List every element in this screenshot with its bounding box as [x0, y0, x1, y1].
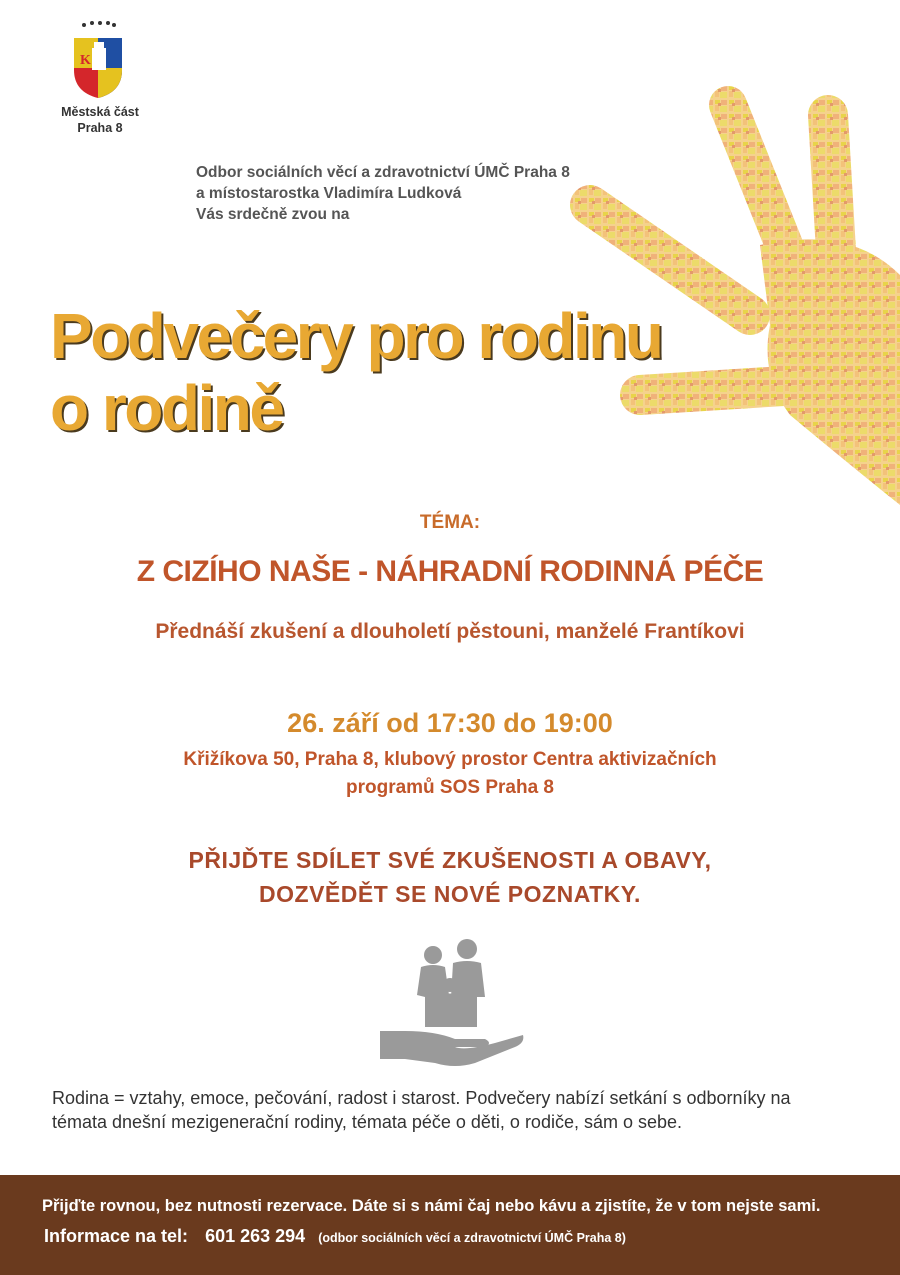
theme-title: Z CIZÍHO NAŠE - NÁHRADNÍ RODINNÁ PÉČE: [136, 555, 764, 588]
theme-label: TÉMA:: [419, 512, 481, 533]
callout-line2: DOZVĚDĚT SE NOVÉ POZNATKY.: [259, 881, 641, 907]
event-title-line2: o rodině: [50, 372, 283, 444]
lecturer-text: Přednáší zkušení a dlouholetí pěstouni, manželé Frantíkovi: [155, 620, 745, 643]
description-line2: témata dnešní mezigenerační rodiny, témata péče o děti, o rodiče, sám o sebe.: [52, 1112, 683, 1132]
event-datetime: 26. září od 17:30 do 19:00: [287, 708, 613, 738]
phone-number[interactable]: 601 263 294: [205, 1226, 306, 1246]
event-title-line1: Podvečery pro rodinu: [50, 300, 662, 372]
description: [52, 1086, 862, 1134]
event-title: [50, 300, 661, 444]
footer-contact: [44, 1226, 626, 1247]
description-line1: Rodina = vztahy, emoce, pečování, radost i starost. Podvečery nabízí setkání s odborníky na: [52, 1088, 791, 1108]
logo-caption: [40, 104, 160, 136]
event-place: [0, 746, 900, 802]
callout-line1: PŘIJĎTE SDÍLET SVÉ ZKUŠENOSTI A OBAVY,: [188, 847, 712, 873]
organizer-text: [196, 162, 570, 225]
event-place-line2: programů SOS Praha 8: [345, 777, 554, 798]
phone-note: (odbor sociálních věcí a zdravotnictví ÚMČ Praha 8): [318, 1231, 626, 1245]
logo-caption-line2: Praha 8: [77, 121, 123, 135]
info-label: Informace na tel:: [44, 1226, 189, 1246]
event-place-line1: Křižíkova 50, Praha 8, klubový prostor Centra aktivizačních: [183, 749, 717, 770]
organizer-line1: Odbor sociálních věcí a zdravotnictví ÚMČ Praha 8: [196, 164, 570, 181]
footer-bar: [0, 1175, 900, 1275]
coat-of-arms-icon: [70, 20, 126, 100]
organizer-line3: Vás srdečně zvou na: [196, 206, 350, 223]
footer-invitation: Přijďte rovnou, bez nutnosti rezervace. Dáte si s námi čaj nebo kávu a zjistíte, že v tom nejste sami.: [42, 1197, 821, 1215]
svg-text:K: K: [80, 53, 91, 68]
organizer-line2: a místostarostka Vladimíra Ludková: [196, 185, 462, 202]
logo-caption-line1: Městská část: [61, 105, 139, 119]
callout: [0, 843, 900, 911]
family-in-hand-icon: [375, 935, 525, 1075]
